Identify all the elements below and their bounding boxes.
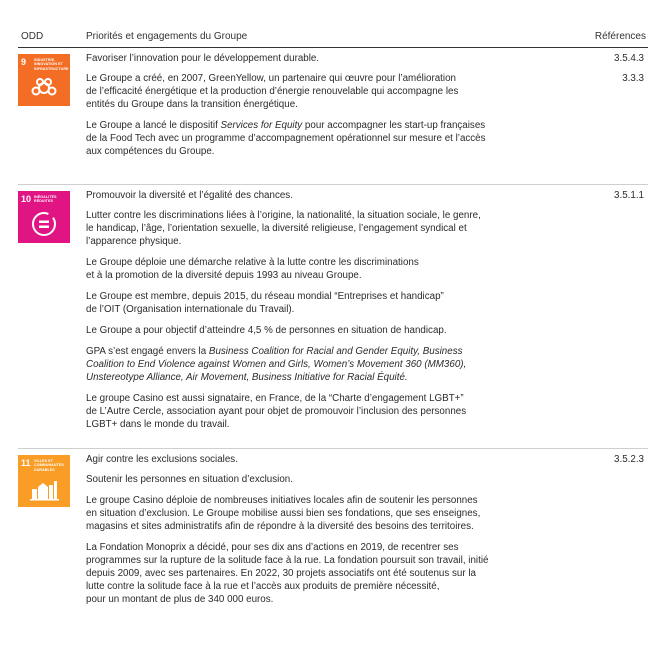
reference: 3.5.2.3	[614, 454, 644, 465]
row-title: Promouvoir la diversité et l’égalité des chances.	[86, 190, 293, 201]
reference: 3.5.4.3	[614, 53, 644, 64]
table-row-sdg-9	[18, 48, 648, 185]
paragraph: Soutenir les personnes en situation d’exclusion.	[86, 474, 293, 485]
reference: 3.3.3	[622, 73, 644, 84]
paragraph: Le Groupe a pour objectif d’atteindre 4,5 % de personnes en situation de handicap.	[86, 325, 447, 336]
paragraph: Le Groupe déploie une démarche relative à la lutte contre les discriminations et à la promotion de la diversité depuis 1993 au niveau Groupe.	[86, 257, 419, 281]
paragraph: Le Groupe a créé, en 2007, GreenYellow, un partenaire qui œuvre pour l’amélioration de l’efficacité énergétique et la production d’énergie renouvelable qui accompagne les entités du Groupe dans la transition énergétique.	[86, 73, 459, 110]
header-priorities: Priorités et engagements du Groupe	[86, 31, 248, 42]
sdg-10-icon: 10 INÉGALITÉS RÉDUITES	[18, 191, 70, 243]
paragraph: Le groupe Casino est aussi signataire, en France, de la “Charte d’engagement LGBT+” de L’Autre Cercle, association ayant pour objet de promouvoir l’inclusion des personnes LGBT+ dans le monde du travail.	[86, 393, 467, 430]
paragraph: Le Groupe a lancé le dispositif Services for Equity pour accompagner les start-up françaises de la Food Tech avec un programme d’accompagnement opérationnel sur mesure et l’accès aux compétences du Groupe.	[86, 120, 486, 157]
paragraph: La Fondation Monoprix a décidé, pour ses dix ans d’actions en 2019, de recentrer ses programmes sur la rupture de la solitude face à la rue. La fondation poursuit son travail, initié depuis 2009, avec ses partenaires. En 2022, 30 projets associatifs ont été soutenus sur la lutte contre la solitude face à la rue et l’accès aux produits de première nécessité, pour un montant de plus de 340 000 euros.	[86, 542, 489, 605]
paragraph: Le groupe Casino déploie de nombreuses initiatives locales afin de soutenir les personnes en situation d’exclusion. Le Groupe mobilise aussi bien ses fondations, que ses enseignes, magasins et sites administratifs afin de répondre à la diversité des besoins des territoires.	[86, 495, 481, 532]
sdg-9-icon: 9 INDUSTRIE, INNOVATION ET INFRASTRUCTURE	[18, 54, 70, 106]
paragraph: GPA s’est engagé envers la Business Coalition for Racial and Gender Equity, Business Coalition to End Violence against Women and Girls, Women’s Movement 360 (MM360), Unstereotype Alliance, Air Movement, Business Initiative for Racial Équité.	[86, 346, 467, 383]
row-title: Agir contre les exclusions sociales.	[86, 454, 238, 465]
table-header	[18, 28, 648, 48]
commitments-table	[18, 28, 648, 629]
reference: 3.5.1.1	[614, 190, 644, 201]
row-title: Favoriser l’innovation pour le développement durable.	[86, 53, 320, 64]
header-odd: ODD	[21, 31, 44, 42]
sdg-11-icon: 11 VILLES ET COMMUNAUTÉS DURABLES	[18, 455, 70, 507]
table-row-sdg-10	[18, 185, 648, 449]
table-row-sdg-11	[18, 449, 648, 629]
paragraph: Lutter contre les discriminations liées à l’origine, la nationalité, la situation sociale, le genre, le handicap, l’âge, l’orientation sexuelle, la diversité religieuse, l’engagement syndical et l’apparence physique.	[86, 210, 481, 247]
header-references: Références	[594, 31, 646, 42]
paragraph: Le Groupe est membre, depuis 2015, du réseau mondial “Entreprises et handicap” de l’OIT (Organisation internationale du Travail).	[86, 291, 444, 315]
